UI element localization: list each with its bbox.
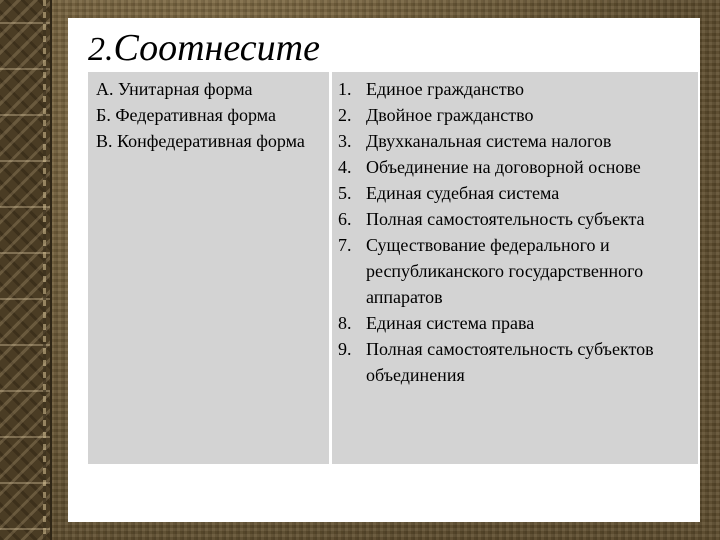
- forms-column: [88, 72, 329, 464]
- feature-text: Двухканальная система налогов: [366, 131, 612, 151]
- feature-number: 7.: [338, 235, 352, 255]
- feature-item: [338, 128, 698, 154]
- matching-table: [88, 72, 698, 464]
- feature-text: Единая система права: [366, 313, 535, 333]
- features-column: [332, 72, 698, 464]
- feature-text: Полная самостоятельность субъекта: [366, 209, 645, 229]
- decorative-border: [0, 0, 52, 540]
- feature-text: Существование федерального и республиканского государственного аппаратов: [366, 235, 644, 307]
- feature-number: 1.: [338, 79, 352, 99]
- feature-item: [338, 154, 698, 180]
- form-item: В. Конфедеративная форма: [96, 131, 305, 151]
- form-item: А. Унитарная форма: [96, 79, 253, 99]
- slide: [68, 18, 700, 522]
- feature-item: [338, 310, 698, 336]
- feature-item: [338, 232, 698, 310]
- feature-text: Полная самостоятельность субъектов объединения: [366, 339, 654, 385]
- feature-number: 4.: [338, 157, 352, 177]
- feature-text: Единая судебная система: [366, 183, 560, 203]
- title-text: Соотнесите: [113, 27, 320, 69]
- feature-item: [338, 102, 698, 128]
- feature-number: 2.: [338, 105, 352, 125]
- feature-item: [338, 76, 698, 102]
- feature-item: [338, 206, 698, 232]
- feature-text: Единое гражданство: [366, 79, 524, 99]
- feature-text: Объединение на договорной основе: [366, 157, 641, 177]
- form-item: Б. Федеративная форма: [96, 105, 277, 125]
- feature-number: 8.: [338, 313, 352, 333]
- feature-text: Двойное гражданство: [366, 105, 534, 125]
- feature-item: [338, 336, 698, 388]
- feature-item: [338, 180, 698, 206]
- feature-number: 3.: [338, 131, 352, 151]
- feature-number: 6.: [338, 209, 352, 229]
- feature-number: 5.: [338, 183, 352, 203]
- feature-number: 9.: [338, 339, 352, 359]
- title-number: 2.: [88, 31, 114, 68]
